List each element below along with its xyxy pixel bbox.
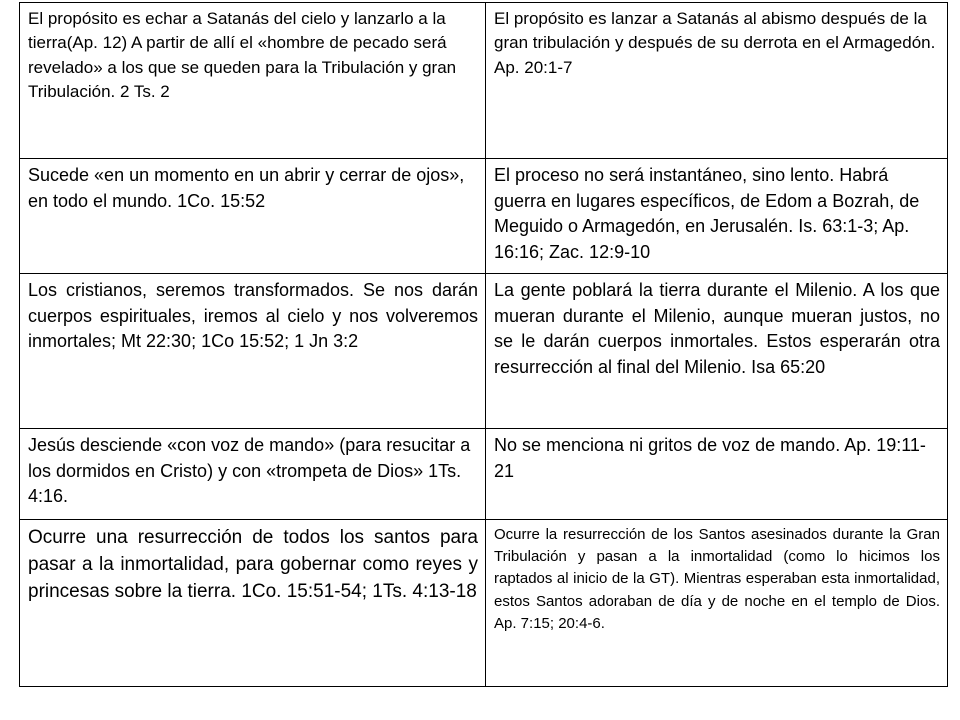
left-cell	[20, 3, 486, 159]
left-cell	[20, 159, 486, 274]
right-cell	[486, 3, 948, 159]
right-cell-text: No se menciona ni gritos de voz de mando. Ap. 19:11-21	[494, 435, 926, 481]
right-cell-text: El propósito es lanzar a Satanás al abismo después de la gran tribulación y después de su derrota en el Armagedón. Ap. 20:1-7	[494, 9, 936, 77]
right-cell-text: La gente poblará la tierra durante el Milenio. A los que mueran durante el Milenio, aunque mueran justos, no se le darán cuerpos inmortales. Estos esperarán otra resurrección al final del Milenio. Isa 65:20	[494, 280, 940, 378]
right-cell-text: El proceso no será instantáneo, sino lento. Habrá guerra en lugares específicos, de Edom a Bozrah, de Meguido o Armagedón, en Jerusalén. Is. 63:1-3; Ap. 16:16; Zac. 12:9-10	[494, 165, 920, 263]
left-cell	[20, 274, 486, 429]
left-cell-text: Los cristianos, seremos transformados. Se nos darán cuerpos espirituales, iremos al cielo y nos volveremos inmortales; Mt 22:30; 1Co 15:52; 1 Jn 3:2	[28, 280, 478, 352]
comparison-table	[19, 2, 948, 687]
table-row	[20, 520, 948, 687]
left-cell-text: El propósito es echar a Satanás del cielo y lanzarlo a la tierra(Ap. 12) A partir de allí el «hombre de pecado será revelado» a los que se queden para la Tribulación y gran Tribulación. 2 Ts. 2	[28, 9, 457, 101]
right-cell	[486, 429, 948, 520]
left-cell-text: Sucede «en un momento en un abrir y cerrar de ojos», en todo el mundo. 1Co. 15:52	[28, 165, 465, 211]
table-row	[20, 159, 948, 274]
table-row	[20, 429, 948, 520]
table-row	[20, 3, 948, 159]
table-row	[20, 274, 948, 429]
left-cell	[20, 429, 486, 520]
left-cell	[20, 520, 486, 687]
left-cell-text: Jesús desciende «con voz de mando» (para resucitar a los dormidos en Cristo) y con «trompeta de Dios» 1Ts. 4:16.	[28, 435, 471, 507]
left-cell-text: Ocurre una resurrección de todos los santos para pasar a la inmortalidad, para gobernar como reyes y princesas sobre la tierra. 1Co. 15:51-54; 1Ts. 4:13-18	[28, 527, 478, 603]
right-cell	[486, 274, 948, 429]
right-cell	[486, 159, 948, 274]
right-cell-text: Ocurre la resurrección de los Santos asesinados durante la Gran Tribulación y pasan a la inmortalidad (como lo hicimos los raptados al inicio de la GT). Mientras esperaban esta inmortalidad, estos Santos adoraban de día y de noche en el templo de Dios. Ap. 7:15; 20:4-6.	[494, 526, 940, 632]
right-cell	[486, 520, 948, 687]
